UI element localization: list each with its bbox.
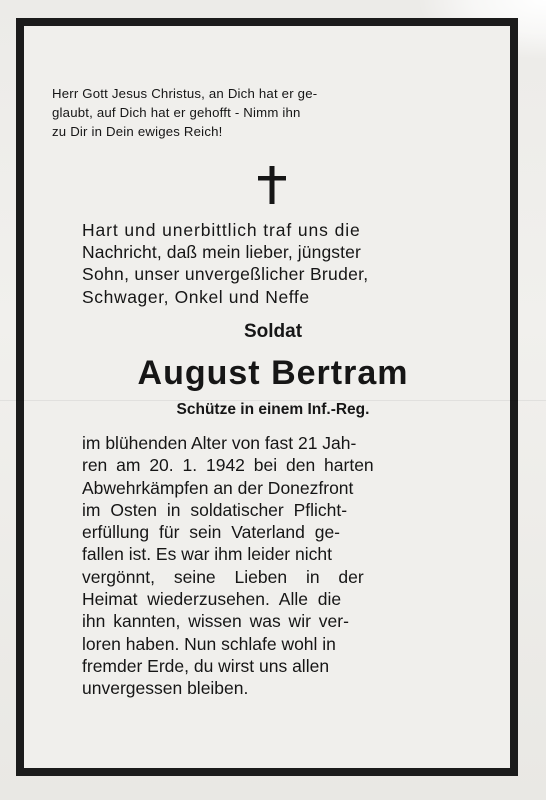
military-unit: Schütze in einem Inf.-Reg. (176, 401, 370, 418)
rank-title: Soldat (243, 321, 303, 342)
body-line: im blühenden Alter von fast 21 Jah- (82, 433, 357, 453)
prayer-line: glaubt, auf Dich hat er gehofft - Nimm ihn (52, 105, 301, 120)
notice-line: Sohn, unser unvergeßlicher Bruder, (82, 264, 369, 285)
body-line: loren haben. Nun schlafe wohl in (82, 633, 336, 654)
prayer-line: zu Dir in Dein ewiges Reich! (52, 124, 223, 139)
body-line: Heimat wiederzusehen. Alle die (82, 589, 342, 610)
notice-line: Schwager, Onkel und Neffe (82, 286, 310, 307)
body-line: erfüllung für sein Vaterland ge- (82, 522, 341, 543)
prayer-line: Herr Gott Jesus Christus, an Dich hat er ge- (52, 86, 318, 101)
notice-line: Hart und unerbittlich traf uns die (82, 220, 361, 240)
body-line: Abwehrkämpfen an der Donezfront (82, 477, 354, 498)
body-line: ihn kannten, wissen was wir ver- (82, 611, 349, 632)
notice-line: Nachricht, daß mein lieber, jüngster (82, 242, 361, 263)
obituary-body (82, 432, 468, 700)
body-line: fallen ist. Es war ihm leider nicht (82, 544, 332, 565)
cross-icon (255, 165, 289, 205)
death-notice-intro (82, 219, 466, 308)
body-line: im Osten in soldatischer Pflicht- (82, 499, 348, 520)
body-line: unvergessen bleiben. (82, 678, 249, 699)
prayer-text (52, 84, 472, 141)
body-line: fremder Erde, du wirst uns allen (82, 655, 330, 676)
deceased-name: August Bertram (137, 354, 409, 392)
body-line: ren am 20. 1. 1942 bei den harten (82, 455, 374, 476)
body-line: vergönnt, seine Lieben in der (82, 566, 364, 587)
